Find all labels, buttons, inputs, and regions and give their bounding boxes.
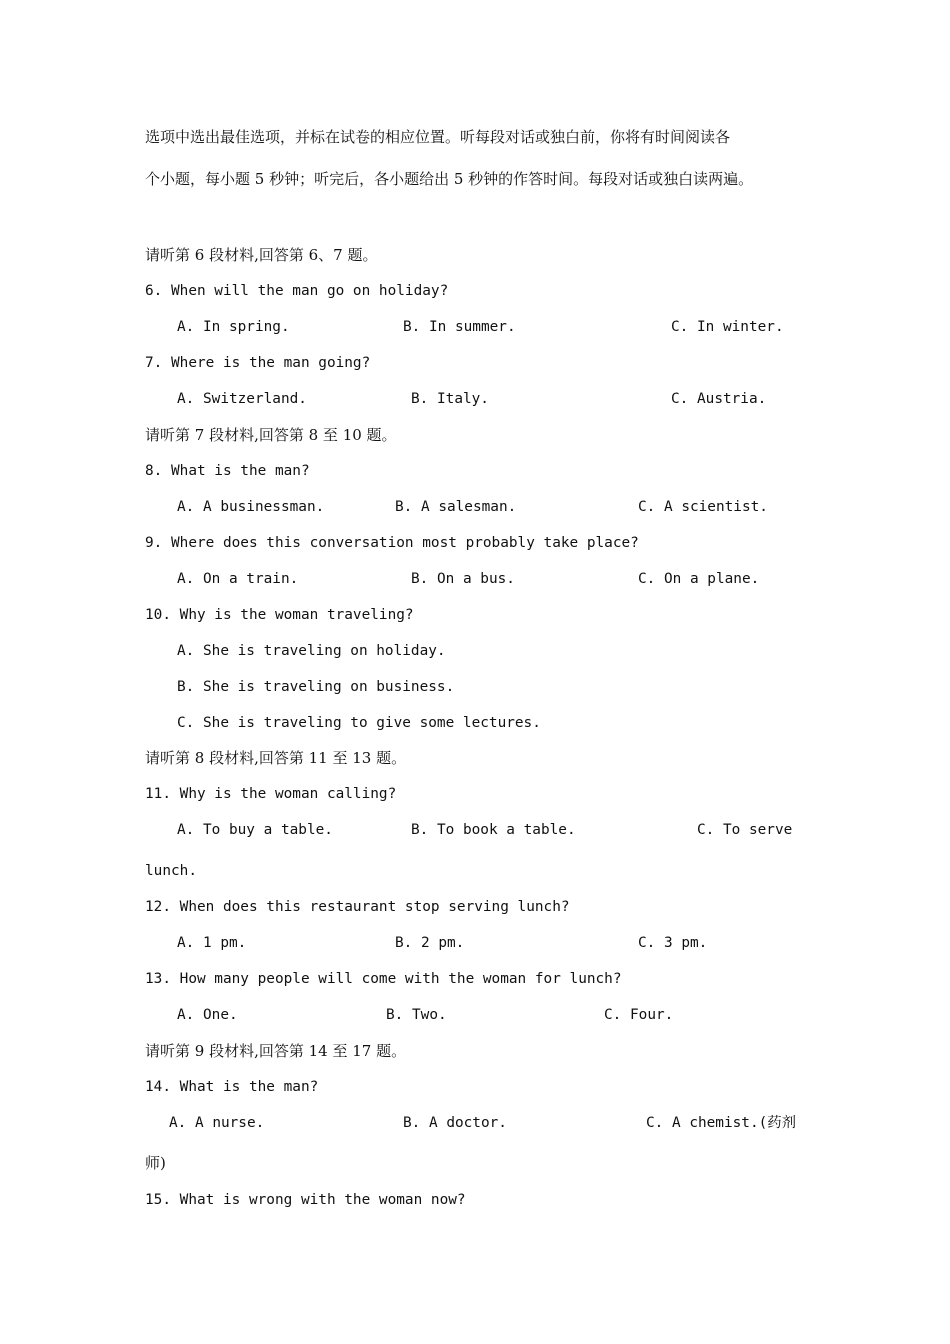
question-14-option-a: A. A nurse.: [169, 1115, 265, 1131]
question-9-option-c: C. On a plane.: [638, 571, 760, 587]
question-13-stem: 13. How many people will come with the woman for lunch?: [145, 971, 622, 987]
question-7-stem: 7. Where is the man going?: [145, 355, 371, 371]
section-heading-7: 请听第 7 段材料,回答第 8 至 10 题。: [145, 426, 397, 444]
intro-line-1: 选项中选出最佳选项，并标在试卷的相应位置。听每段对话或独白前，你将有时间阅读各: [145, 128, 731, 146]
question-14-option-c: C. A chemist.(药剂: [646, 1115, 797, 1131]
question-11-option-c-continued: lunch.: [145, 863, 197, 879]
section-heading-8: 请听第 8 段材料,回答第 11 至 13 题。: [145, 749, 407, 767]
question-11-option-a: A. To buy a table.: [177, 822, 333, 838]
question-8-option-b: B. A salesman.: [395, 499, 517, 515]
question-12-option-c: C. 3 pm.: [638, 935, 708, 951]
section-heading-6: 请听第 6 段材料,回答第 6、7 题。: [145, 246, 378, 264]
question-10-option-b: B. She is traveling on business.: [177, 679, 455, 695]
question-8-option-a: A. A businessman.: [177, 499, 325, 515]
question-9-stem: 9. Where does this conversation most probably take place?: [145, 535, 639, 551]
question-8-stem: 8. What is the man?: [145, 463, 310, 479]
question-9-option-b: B. On a bus.: [411, 571, 515, 587]
question-10-option-c: C. She is traveling to give some lectures.: [177, 715, 541, 731]
intro-line-2: 个小题，每小题 5 秒钟；听完后，各小题给出 5 秒钟的作答时间。每段对话或独白读两遍。: [145, 170, 754, 188]
question-12-option-b: B. 2 pm.: [395, 935, 465, 951]
question-6-option-a: A. In spring.: [177, 319, 290, 335]
question-11-option-b: B. To book a table.: [411, 822, 576, 838]
question-7-option-b: B. Italy.: [411, 391, 489, 407]
question-10-option-a: A. She is traveling on holiday.: [177, 643, 446, 659]
question-13-option-b: B. Two.: [386, 1007, 447, 1023]
question-8-option-c: C. A scientist.: [638, 499, 768, 515]
question-14-stem: 14. What is the man?: [145, 1079, 319, 1095]
question-13-option-a: A. One.: [177, 1007, 238, 1023]
question-14-option-b: B. A doctor.: [403, 1115, 507, 1131]
question-6-option-c: C. In winter.: [671, 319, 784, 335]
section-heading-9: 请听第 9 段材料,回答第 14 至 17 题。: [145, 1042, 407, 1060]
question-11-option-c: C. To serve: [697, 822, 793, 838]
question-12-option-a: A. 1 pm.: [177, 935, 247, 951]
question-6-option-b: B. In summer.: [403, 319, 516, 335]
question-15-stem: 15. What is wrong with the woman now?: [145, 1192, 466, 1208]
question-7-option-a: A. Switzerland.: [177, 391, 307, 407]
question-10-stem: 10. Why is the woman traveling?: [145, 607, 414, 623]
question-6-stem: 6. When will the man go on holiday?: [145, 283, 449, 299]
question-13-option-c: C. Four.: [604, 1007, 674, 1023]
question-7-option-c: C. Austria.: [671, 391, 767, 407]
question-14-option-c-continued: 师): [145, 1154, 166, 1172]
question-12-stem: 12. When does this restaurant stop serving lunch?: [145, 899, 570, 915]
question-11-stem: 11. Why is the woman calling?: [145, 786, 397, 802]
question-9-option-a: A. On a train.: [177, 571, 299, 587]
